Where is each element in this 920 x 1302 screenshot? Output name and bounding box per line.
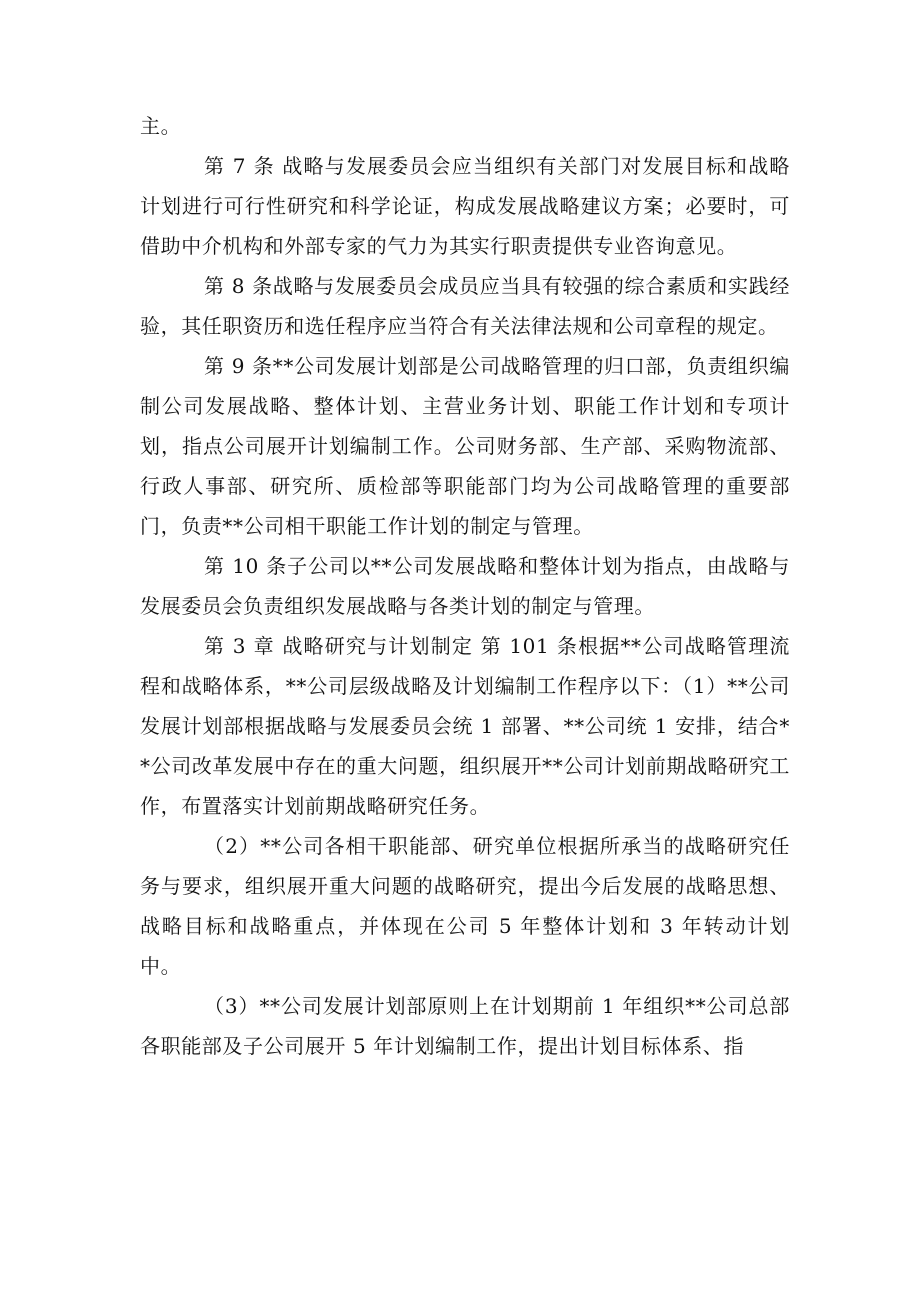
paragraph-article-7: 第 7 条 战略与发展委员会应当组织有关部门对发展目标和战略计划进行可行性研究和科学论证，构成发展战略建议方案；必要时，可借助中介机构和外部专家的气力为其实行职责提供专业咨询意见。 bbox=[140, 154, 790, 258]
paragraph-item-2: （2）**公司各相干职能部、研究单位根据所承当的战略研究任务与要求，组织展开重大问题的战略研究，提出今后发展的战略思想、战略目标和战略重点，并体现在公司 5 年整体计划和 3 年转动计划中。 bbox=[140, 834, 790, 978]
paragraph-article-8: 第 8 条战略与发展委员会成员应当具有较强的综合素质和实践经验，其任职资历和选任程序应当符合有关法律法规和公司章程的规定。 bbox=[140, 274, 790, 338]
paragraph-article-10: 第 10 条子公司以**公司发展战略和整体计划为指点，由战略与发展委员会负责组织发展战略与各类计划的制定与管理。 bbox=[140, 554, 790, 618]
paragraph-chapter-3: 第 3 章 战略研究与计划制定 第 101 条根据**公司战略管理流程和战略体系，**公司层级战略及计划编制工作程序以下：（1）**公司发展计划部根据战略与发展委员会统 1 部署、**公司统 1 安排，结合**公司改革发展中存在的重大问题，组织展开**公司计划前期战略研究工作，布置落实计划前期战略研究任务。 bbox=[140, 634, 790, 818]
document-body bbox=[140, 106, 790, 1066]
paragraph-article-9: 第 9 条**公司发展计划部是公司战略管理的归口部，负责组织编制公司发展战略、整体计划、主营业务计划、职能工作计划和专项计划，指点公司展开计划编制工作。公司财务部、生产部、采购物流部、行政人事部、研究所、质检部等职能部门均为公司战略管理的重要部门，负责**公司相干职能工作计划的制定与管理。 bbox=[140, 354, 790, 538]
paragraph-continuation: 主。 bbox=[140, 114, 182, 138]
paragraph-item-3: （3）**公司发展计划部原则上在计划期前 1 年组织**公司总部各职能部及子公司展开 5 年计划编制工作，提出计划目标体系、指 bbox=[140, 994, 790, 1058]
